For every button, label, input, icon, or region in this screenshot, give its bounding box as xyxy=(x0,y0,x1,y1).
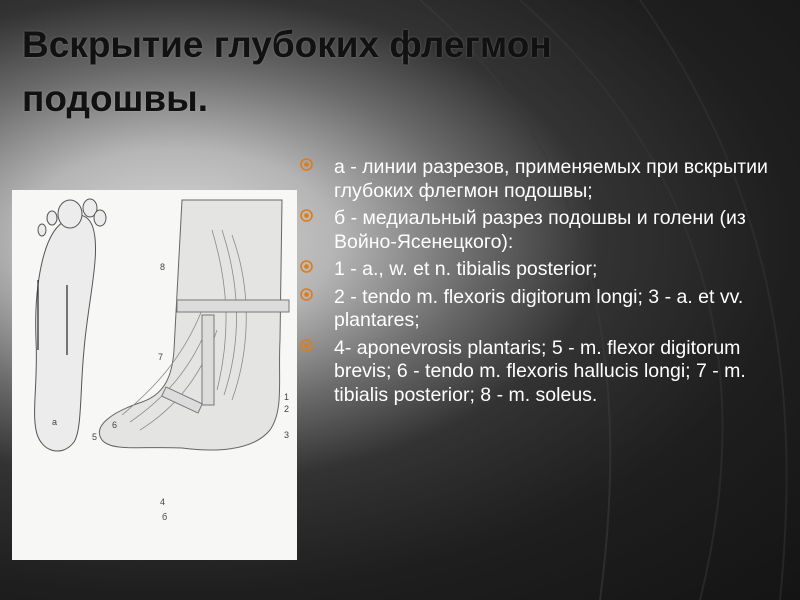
bullet-text: б - медиальный разрез подошвы и голени (из Войно-Ясенецкого): xyxy=(334,207,746,253)
callout-7: 7 xyxy=(158,352,164,362)
callout-6: 6 xyxy=(112,420,118,430)
bullet-list xyxy=(300,156,795,411)
bullet-item xyxy=(300,258,795,282)
callout-5: 5 xyxy=(92,432,98,442)
panel-label-a: а xyxy=(52,417,58,427)
bullet-text: 2 - tendo m. flexoris digitorum longi; 3 - a. et vv. plantares; xyxy=(334,285,744,331)
panel-label-b: б xyxy=(162,512,168,522)
bullet-text: 4- aponevrosis plantaris; 5 - m. flexor digitorum brevis; 6 - tendo m. flexoris hallucis longi; 7 - m. tibialis posterior; 8 - m. soleus. xyxy=(334,336,746,406)
callout-8: 8 xyxy=(160,262,166,272)
sole-outline-a xyxy=(35,199,106,451)
bullet-item xyxy=(300,207,795,254)
bullet-item xyxy=(300,156,795,203)
bullet-text: а - линии разрезов, применяемых при вскрытии глубоких флегмон подошвы; xyxy=(334,156,768,202)
foot-incision-illustration xyxy=(12,190,297,560)
callout-4: 4 xyxy=(160,497,166,507)
bullet-item xyxy=(300,337,795,408)
circle-target-bullet-icon xyxy=(300,158,313,171)
callout-1: 1 xyxy=(284,392,290,402)
bullet-text: 1 - a., w. et n. tibialis posterior; xyxy=(334,258,598,280)
slide-title: Вскрытие глубоких флегмон подошвы. xyxy=(22,24,552,119)
bullet-item xyxy=(300,286,795,333)
circle-target-bullet-icon xyxy=(300,288,313,301)
circle-target-bullet-icon xyxy=(300,339,313,352)
circle-target-bullet-icon xyxy=(300,260,313,273)
circle-target-bullet-icon xyxy=(300,209,313,222)
foot-dissection-b xyxy=(99,200,282,450)
callout-2: 2 xyxy=(284,404,290,414)
callout-3: 3 xyxy=(284,430,290,440)
